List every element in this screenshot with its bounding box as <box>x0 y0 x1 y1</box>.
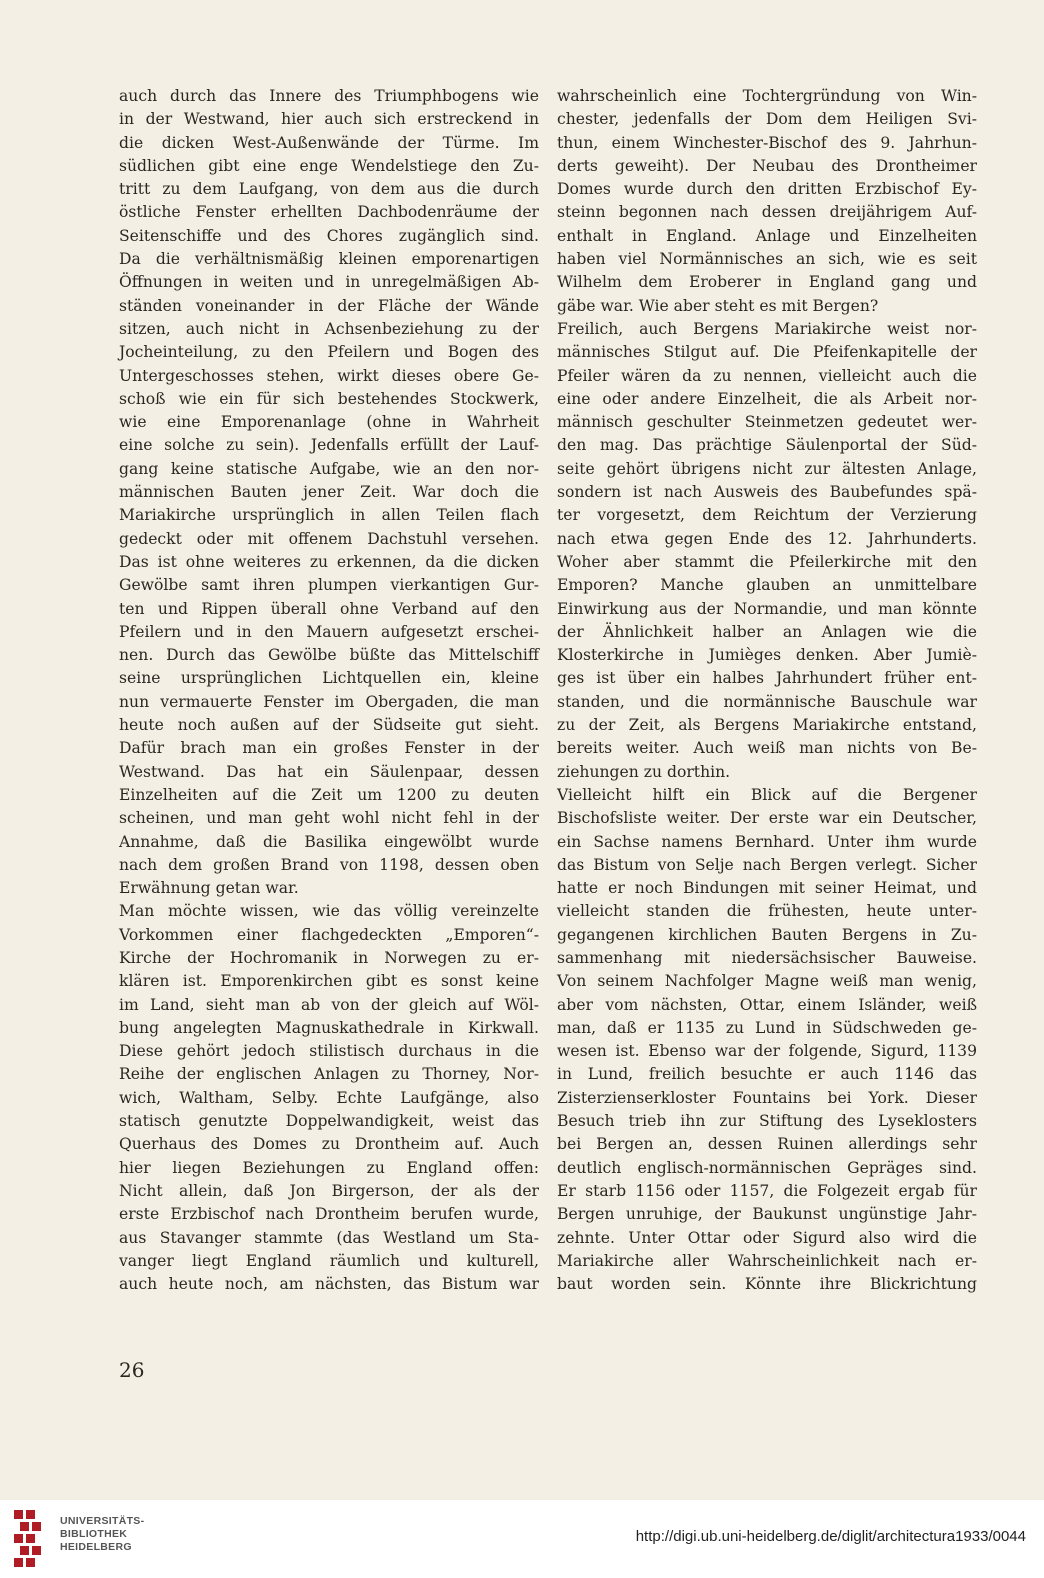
right-text-line: Pfeiler wären da zu nennen, vielleicht auch die <box>557 366 977 385</box>
left-text-line: Vorkommen einer flachgedeckten „Emporen“- <box>119 925 539 944</box>
right-text-line: baut worden sein. Könnte ihre Blickrichtung <box>557 1275 977 1294</box>
right-text-line: vielleicht standen die frühesten, heute unter- <box>557 902 977 921</box>
left-text-line: nun vermauerte Fenster im Obergaden, die man <box>119 692 539 711</box>
right-text-line: zu der Zeit, als Bergens Mariakirche entstand, <box>557 716 977 735</box>
right-text-line: standen, und die normännische Bauschule war <box>557 692 977 711</box>
footer-bar <box>0 1500 1044 1578</box>
left-text-line: männischen Bauten jener Zeit. War doch die <box>119 483 539 502</box>
left-text-line: schoß wie ein für sich bestehendes Stockwerk, <box>119 389 539 408</box>
left-text-line: Seitenschiffe und des Chores zugänglich sind. <box>119 226 539 245</box>
right-text-line: eine oder andere Einzelheit, die als Arbeit nor- <box>557 389 977 408</box>
right-text-line: männisches Stilgut auf. Die Pfeifenkapitelle der <box>557 343 977 362</box>
left-text-line: ten und Rippen überall ohne Verband auf den <box>119 599 539 618</box>
right-text-line: Bergen unruhige, der Baukunst ungünstige Jahr- <box>557 1205 977 1224</box>
left-text-line: tritt zu dem Laufgang, von dem aus die durch <box>119 180 539 199</box>
left-text-line: hier liegen Beziehungen zu England offen: <box>119 1158 539 1177</box>
left-text-column <box>119 85 539 1296</box>
left-text-line: erste Erzbischof nach Drontheim berufen wurde, <box>119 1205 539 1224</box>
left-text-line: nach dem großen Brand von 1198, dessen oben <box>119 855 539 874</box>
left-text-line: die dicken West-Außenwände der Türme. Im <box>119 133 539 152</box>
left-text-line: Annahme, daß die Basilika eingewölbt wurde <box>119 832 539 851</box>
right-text-line: bei Bergen an, dessen Ruinen allerdings sehr <box>557 1135 977 1154</box>
left-text-line: Jocheinteilung, zu den Pfeilern und Bogen des <box>119 343 539 362</box>
left-text-line: heute noch außen auf der Südseite gut sieht. <box>119 716 539 735</box>
right-text-line: Zisterzienserkloster Fountains bei York. Dieser <box>557 1088 977 1107</box>
right-text-line: chester, jedenfalls der Dom dem Heiligen Svi- <box>557 110 977 129</box>
left-text-line: statisch genutzte Doppelwandigkeit, weist das <box>119 1112 539 1131</box>
right-text-line: derts geweiht). Der Neubau des Drontheimer <box>557 156 977 175</box>
left-text-line: Man möchte wissen, wie das völlig vereinzelte <box>119 902 539 921</box>
left-text-line: Nicht allein, daß Jon Birgerson, der als der <box>119 1181 539 1200</box>
right-text-line: Einwirkung aus der Normandie, und man könnte <box>557 599 977 618</box>
right-text-line: Er starb 1156 oder 1157, die Folgezeit ergab für <box>557 1181 977 1200</box>
left-text-line: wie eine Emporenanlage (ohne in Wahrheit <box>119 413 539 432</box>
left-text-line: gedeckt oder mit offenem Dachstuhl versehen. <box>119 529 539 548</box>
left-text-line: eine solche zu sein). Jedenfalls erfüllt der Lauf- <box>119 436 539 455</box>
left-text-line: auch durch das Innere des Triumphbogens wie <box>119 87 539 105</box>
left-text-line: Mariakirche ursprünglich in allen Teilen flach <box>119 506 539 525</box>
right-text-line: bereits weiter. Auch weiß man nichts von Be- <box>557 739 977 758</box>
left-text-line: Dafür brach man ein großes Fenster in der <box>119 739 539 758</box>
left-text-line: wich, Waltham, Selby. Echte Laufgänge, also <box>119 1088 539 1107</box>
left-text-line: ständen voneinander in der Fläche der Wände <box>119 296 539 315</box>
right-text-line: haben viel Normännisches an sich, wie es seit <box>557 250 977 269</box>
left-text-line: im Land, sieht man ab von der gleich auf Wöl- <box>119 995 539 1014</box>
left-text-line: Reihe der englischen Anlagen zu Thorney, Nor- <box>119 1065 539 1084</box>
right-text-line: männisch geschulter Steinmetzen gedeutet wer- <box>557 413 977 432</box>
right-text-line: seite gehört übrigens nicht zur ältesten Anlage, <box>557 459 977 478</box>
right-text-line: in Lund, freilich besuchte er auch 1146 das <box>557 1065 977 1084</box>
right-text-line: deutlich englisch-normännischen Gepräges sind. <box>557 1158 977 1177</box>
left-text-line: in der Westwand, hier auch sich erstreckend in <box>119 110 539 129</box>
right-text-line: Emporen? Manche glauben an unmittelbare <box>557 576 977 595</box>
page-number: 26 <box>119 1358 145 1382</box>
right-text-column <box>557 85 977 1296</box>
right-text-line: steinn begonnen nach dessen dreijährigem Auf- <box>557 203 977 222</box>
source-url-link[interactable]: http://digi.ub.uni-heidelberg.de/diglit/architectura1933/0044 <box>635 1528 1026 1545</box>
right-text-line: zehnte. Unter Ottar oder Sigurd also wird die <box>557 1228 977 1247</box>
right-text-line: thun, einem Winchester-Bischof des 9. Jahrhun- <box>557 133 977 152</box>
right-text-line: hatte er noch Bindungen mit seiner Heimat, und <box>557 879 977 898</box>
right-text-line: aber vom nächsten, Ottar, einem Isländer, weiß <box>557 995 977 1014</box>
right-text-line: den mag. Das prächtige Säulenportal der Süd- <box>557 436 977 455</box>
left-text-line: nen. Durch das Gewölbe büßte das Mittelschiff <box>119 646 539 665</box>
right-text-line: Freilich, auch Bergens Mariakirche weist nor- <box>557 319 977 338</box>
left-text-line: vanger liegt England räumlich und kulturell, <box>119 1251 539 1270</box>
right-text-line: Bischofsliste weiter. Der erste war ein Deutscher, <box>557 809 977 828</box>
right-text-line: Von seinem Nachfolger Magne weiß man wenig, <box>557 972 977 991</box>
right-text-line: ziehungen zu dorthin. <box>557 762 731 781</box>
left-text-line: Untergeschosses stehen, wirkt dieses obere Ge- <box>119 366 539 385</box>
ub-heidelberg-logo-icon <box>10 1508 50 1570</box>
left-text-line: Erwähnung getan war. <box>119 879 299 898</box>
right-text-line: Vielleicht hilft ein Blick auf die Bergener <box>557 785 977 804</box>
left-text-line: scheinen, und man geht wohl nicht fehl in der <box>119 809 539 828</box>
right-text-line: Woher aber stammt die Pfeilerkirche mit den <box>557 552 977 571</box>
right-text-line: ein Sachse namens Bernhard. Unter ihm wurde <box>557 832 977 851</box>
right-text-line: sondern ist nach Ausweis des Baubefundes spä- <box>557 483 977 502</box>
left-text-line: klären ist. Emporenkirchen gibt es sonst keine <box>119 972 539 991</box>
left-text-line: Gewölbe samt ihren plumpen vierkantigen Gur- <box>119 576 539 595</box>
right-text-line: gäbe war. Wie aber steht es mit Bergen? <box>557 296 879 315</box>
left-text-line: gang keine statische Aufgabe, wie an den nor- <box>119 459 539 478</box>
left-text-line: Pfeilern und in den Mauern aufgesetzt erschei- <box>119 622 539 641</box>
left-text-line: seine ursprünglichen Lichtquellen ein, kleine <box>119 669 539 688</box>
right-text-line: Wilhelm dem Eroberer in England gang und <box>557 273 977 292</box>
right-text-line: wesen ist. Ebenso war der folgende, Sigurd, 1139 <box>557 1042 977 1061</box>
right-text-line: enthalt in England. Anlage und Einzelheiten <box>557 226 977 245</box>
right-text-line: nach etwa gegen Ende des 12. Jahrhunderts. <box>557 529 977 548</box>
right-text-line: Mariakirche aller Wahrscheinlichkeit nach er- <box>557 1251 977 1270</box>
left-text-line: Das ist ohne weiteres zu erkennen, da die dicken <box>119 552 539 571</box>
left-text-line: bung angelegten Magnuskathedrale in Kirkwall. <box>119 1018 539 1037</box>
institution-line: HEIDELBERG <box>60 1541 132 1553</box>
left-text-line: sitzen, auch nicht in Achsenbeziehung zu der <box>119 319 539 338</box>
right-text-line: der Ähnlichkeit halber an Anlagen wie die <box>557 622 977 641</box>
left-text-line: Öffnungen in weiten und in unregelmäßigen Ab- <box>119 273 539 292</box>
left-text-line: südlichen gibt eine enge Wendelstiege den Zu- <box>119 156 539 175</box>
left-text-line: Kirche der Hochromanik in Norwegen zu er- <box>119 948 539 967</box>
right-text-line: man, daß er 1135 zu Lund in Südschweden ge- <box>557 1018 977 1037</box>
institution-line: BIBLIOTHEK <box>60 1528 128 1540</box>
right-text-line: gegangenen kirchlichen Bauten Bergens in Zu- <box>557 925 977 944</box>
right-text-line: ges ist über ein halbes Jahrhundert früher ent- <box>557 669 977 688</box>
institution-line: UNIVERSITÄTS- <box>60 1515 145 1527</box>
left-text-line: Da die verhältnismäßig kleinen emporenartigen <box>119 250 539 269</box>
right-text-line: Klosterkirche in Jumièges denken. Aber Jumiè- <box>557 646 977 665</box>
left-text-line: Westwand. Das hat ein Säulenpaar, dessen <box>119 762 539 781</box>
right-text-line: Besuch trieb ihn zur Stiftung des Lyseklosters <box>557 1112 977 1131</box>
left-text-line: Diese gehört jedoch stilistisch durchaus in die <box>119 1042 539 1061</box>
right-text-line: das Bistum von Selje nach Bergen verlegt. Sicher <box>557 855 977 874</box>
left-text-line: aus Stavanger stammte (das Westland um Sta- <box>119 1228 539 1247</box>
right-text-line: Domes wurde durch den dritten Erzbischof Ey- <box>557 180 977 199</box>
left-text-line: Einzelheiten auf die Zeit um 1200 zu deuten <box>119 785 539 804</box>
right-text-line: wahrscheinlich eine Tochtergründung von Win- <box>557 87 977 105</box>
left-text-line: Querhaus des Domes zu Drontheim auf. Auch <box>119 1135 539 1154</box>
left-text-line: östliche Fenster erhellten Dachbodenräume der <box>119 203 539 222</box>
right-text-line: ter vorgesetzt, dem Reichtum der Verzierung <box>557 506 977 525</box>
left-text-line: auch heute noch, am nächsten, das Bistum war <box>119 1275 539 1294</box>
institution-name <box>60 1515 144 1554</box>
right-text-line: sammenhang mit niedersächsischer Bauweise. <box>557 948 977 967</box>
